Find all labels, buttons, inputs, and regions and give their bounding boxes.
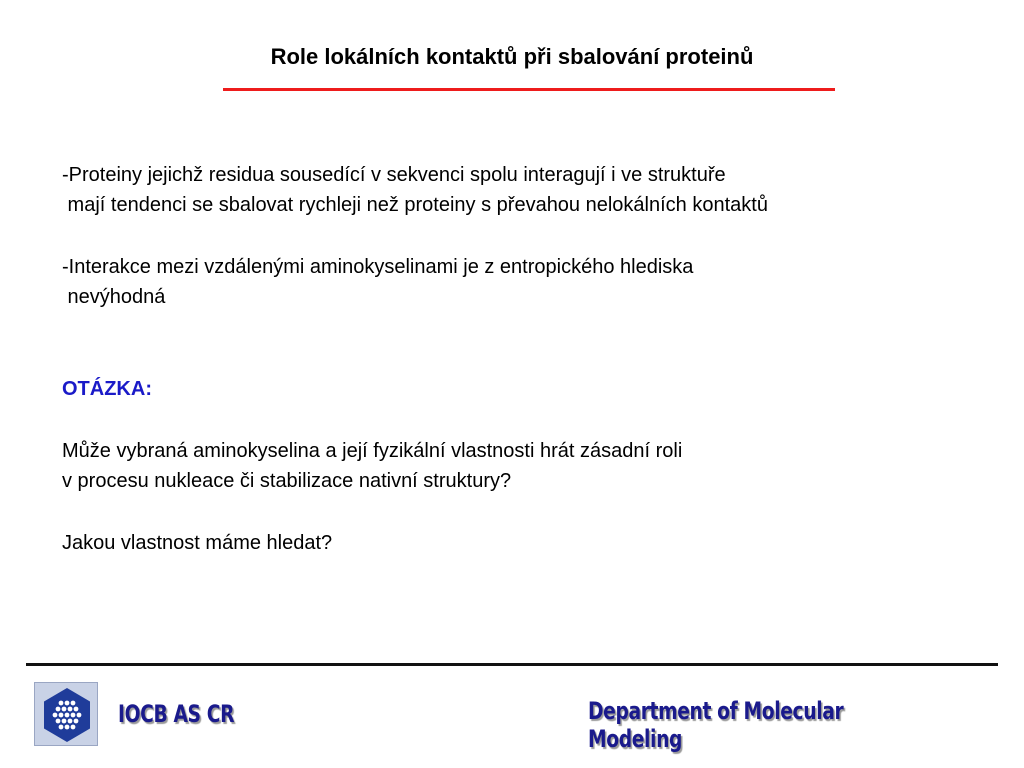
bullet-1-line-2: mají tendenci se sbalovat rychleji než proteiny s převahou nelokálních kontaktů xyxy=(62,194,768,216)
iocb-logo xyxy=(34,682,98,746)
title-underline xyxy=(223,88,835,91)
bullet-2-line-1: -Interakce mezi vzdálenými aminokyselinami je z entropického hlediska xyxy=(62,256,694,278)
final-question: Jakou vlastnost máme hledat? xyxy=(62,532,333,554)
iocb-hexagon-logo-icon xyxy=(35,683,99,747)
institute-name: IOCB AS CR xyxy=(118,700,235,728)
question-label: OTÁZKA: xyxy=(62,378,152,400)
department-name: Department of Molecular Modeling xyxy=(588,697,844,753)
slide-title: Role lokálních kontaktů při sbalování proteinů xyxy=(270,44,754,69)
footer-divider xyxy=(26,663,998,666)
question-line-2: v procesu nukleace či stabilizace nativní struktury? xyxy=(62,470,512,492)
bullet-2-line-2: nevýhodná xyxy=(62,286,166,308)
question-line-1: Může vybraná aminokyselina a její fyzikální vlastnosti hrát zásadní roli xyxy=(62,440,683,462)
bullet-1-line-1: -Proteiny jejichž residua sousedící v sekvenci spolu interagují i ve struktuře xyxy=(62,164,726,186)
